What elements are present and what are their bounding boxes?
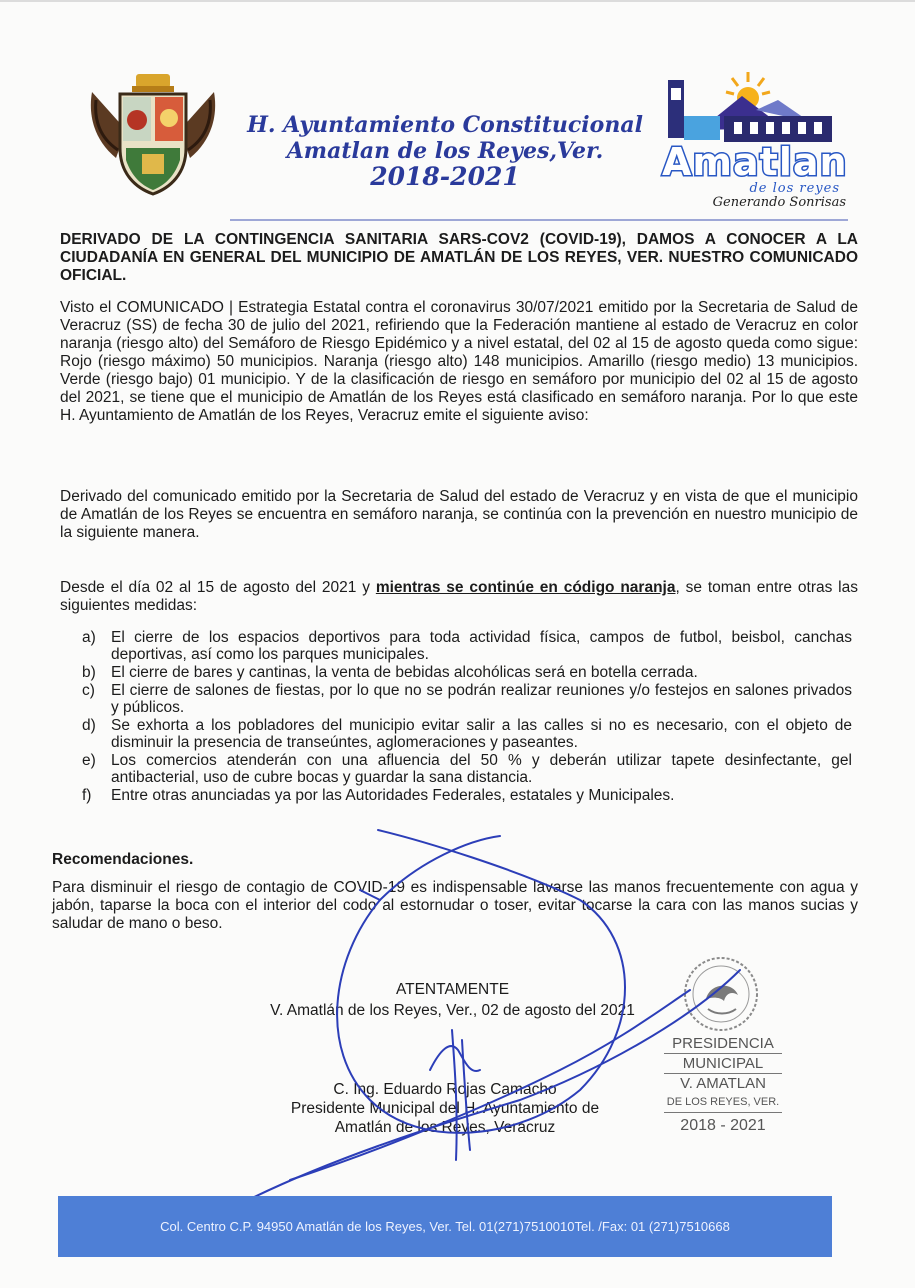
communique-part-2: Y de la clasificación de riesgo en semáforo por municipio del 02 al 15 de agosto del 2021, se tiene que el municipio de Amatlán de los Reyes está clasificado en semáforo naranja. Por lo que este H. Ayuntamiento de Amatlán de los Reyes, Veracruz emite el siguiente aviso: (60, 371, 858, 424)
signatory-name: C. Ing. Eduardo Rojas Camacho (333, 1081, 557, 1098)
header-divider (230, 219, 848, 221)
measures-list (82, 629, 852, 805)
stamp-line-4: DE LOS REYES, VER. (664, 1093, 782, 1113)
stamp-line-2: MUNICIPAL (664, 1054, 782, 1074)
heading-line-2: Amatlan de los Reyes,Ver. (286, 138, 604, 164)
list-item (82, 629, 852, 663)
item-letter: b) (82, 664, 96, 681)
list-item (82, 717, 852, 751)
top-edge (0, 0, 915, 2)
item-text: El cierre de los espacios deportivos para toda actividad física, campos de futbol, beisbol, canchas deportivas, así como los parques municipales. (111, 629, 852, 663)
closing-block (220, 979, 685, 1021)
measures-intro-before: Desde el día 02 al 15 de agosto del 2021 y (60, 579, 376, 596)
municipal-stamp (664, 1034, 782, 1135)
signatory-place: Amatlán de los Reyes, Veracruz (334, 1119, 556, 1136)
coat-of-arms-icon (86, 70, 220, 198)
measures-intro-emphasis: mientras se continúe en código naranja (375, 579, 676, 596)
list-item (82, 752, 852, 786)
item-text: Los comercios atenderán con una afluencia del 50 % y deberán utilizar tapete desinfectante, gel antibacterial, uso de cubre bocas y guardar la sana distancia. (111, 752, 852, 786)
item-text: Entre otras anunciadas ya por las Autoridades Federales, estatales y Municipales. (111, 787, 675, 804)
stamp-line-1: PRESIDENCIA (664, 1034, 782, 1054)
list-item (82, 682, 852, 716)
closing-place-date: V. Amatlán de los Reyes, Ver., 02 de agosto del 2021 (270, 1002, 635, 1019)
announcement-heading: DERIVADO DE LA CONTINGENCIA SANITARIA SARS-COV2 (COVID-19), DAMOS A CONOCER A LA CIUDADANÍA EN GENERAL DEL MUNICIPIO DE AMATLÁN DE LOS REYES, VER. NUESTRO COMUNICADO OFICIAL. (60, 231, 858, 284)
signatory-block (250, 1080, 640, 1137)
eagle-seal-icon (680, 955, 762, 1033)
stamp-line-3: V. AMATLAN (680, 1075, 766, 1092)
item-text: El cierre de bares y cantinas, la venta de bebidas alcohólicas será en botella cerrada. (111, 664, 698, 681)
item-letter: f) (82, 787, 92, 804)
item-letter: a) (82, 629, 96, 646)
footer-address-bar: Col. Centro C.P. 94950 Amatlán de los Reyes, Ver. Tel. 01(271)7510010Tel. /Fax: 01 (271)7510668 (58, 1196, 832, 1257)
paragraph-measures-intro (60, 579, 858, 615)
list-item (82, 787, 852, 804)
recommendations-title: Recomendaciones. (52, 851, 194, 868)
closing-salutation: ATENTAMENTE (395, 981, 510, 998)
paragraph-prevention: Derivado del comunicado emitido por la Secretaria de Salud del estado de Veracruz y en vista de que el municipio de Amatlán de los Reyes se encuentra en semáforo naranja, se continúa con la prevención en nuestro municipio de la siguiente manera. (60, 488, 858, 541)
logo-wordmark: Amatlan (662, 140, 848, 184)
item-letter: e) (82, 752, 96, 769)
recommendations-text: Para disminuir el riesgo de contagio de COVID-19 es indispensable lavarse las manos frecuentemente con agua y jabón, taparse la boca con el interior del codo al estornudar o toser, evitar tocarse la cara con las manos sucias y saludar de mano o beso. (52, 879, 858, 932)
item-text: Se exhorta a los pobladores del municipio evitar salir a las calles si no es necesario, con el objeto de disminuir la presencia de transeúntes, aglomeraciones y paseantes. (111, 717, 852, 751)
item-letter: c) (82, 682, 95, 699)
stamp-line-5: 2018 - 2021 (680, 1117, 766, 1134)
paragraph-communique (60, 299, 858, 425)
item-letter: d) (82, 717, 96, 734)
signatory-title: Presidente Municipal del H. Ayuntamiento de (290, 1100, 600, 1117)
communique-part-1: Visto el COMUNICADO | Estrategia Estatal contra el coronavirus 30/07/2021 emitido por la Secretaria de Salud de Veracruz (SS) de fecha 30 de julio del 2021, refiriendo que la Federación mantiene al estado de Veracruz en color naranja (riesgo alto) del Semáforo de Riesgo Epidémico y a nivel estatal, del 02 al 15 de agosto queda como sigue: Rojo (riesgo máximo) 50 municipios. Naranja (riesgo alto) 148 municipios. Amarillo (riesgo medio) 13 municipios. Verde (riesgo bajo) 01 municipio. (60, 299, 858, 388)
logo-subtitle: de los reyes (749, 181, 840, 196)
municipality-heading (230, 112, 660, 190)
measures-intro-after: , se toman entre otras las siguientes medidas: (60, 579, 858, 614)
logo-slogan: Generando Sonrisas (712, 195, 846, 210)
list-item (82, 664, 852, 681)
heading-line-1: H. Ayuntamiento Constitucional (247, 112, 643, 138)
heading-term-years: 2018-2021 (370, 162, 520, 191)
item-text: El cierre de salones de fiestas, por lo que no se podrán realizar reuniones y/o festejos en salones privados y públicos. (111, 682, 852, 716)
